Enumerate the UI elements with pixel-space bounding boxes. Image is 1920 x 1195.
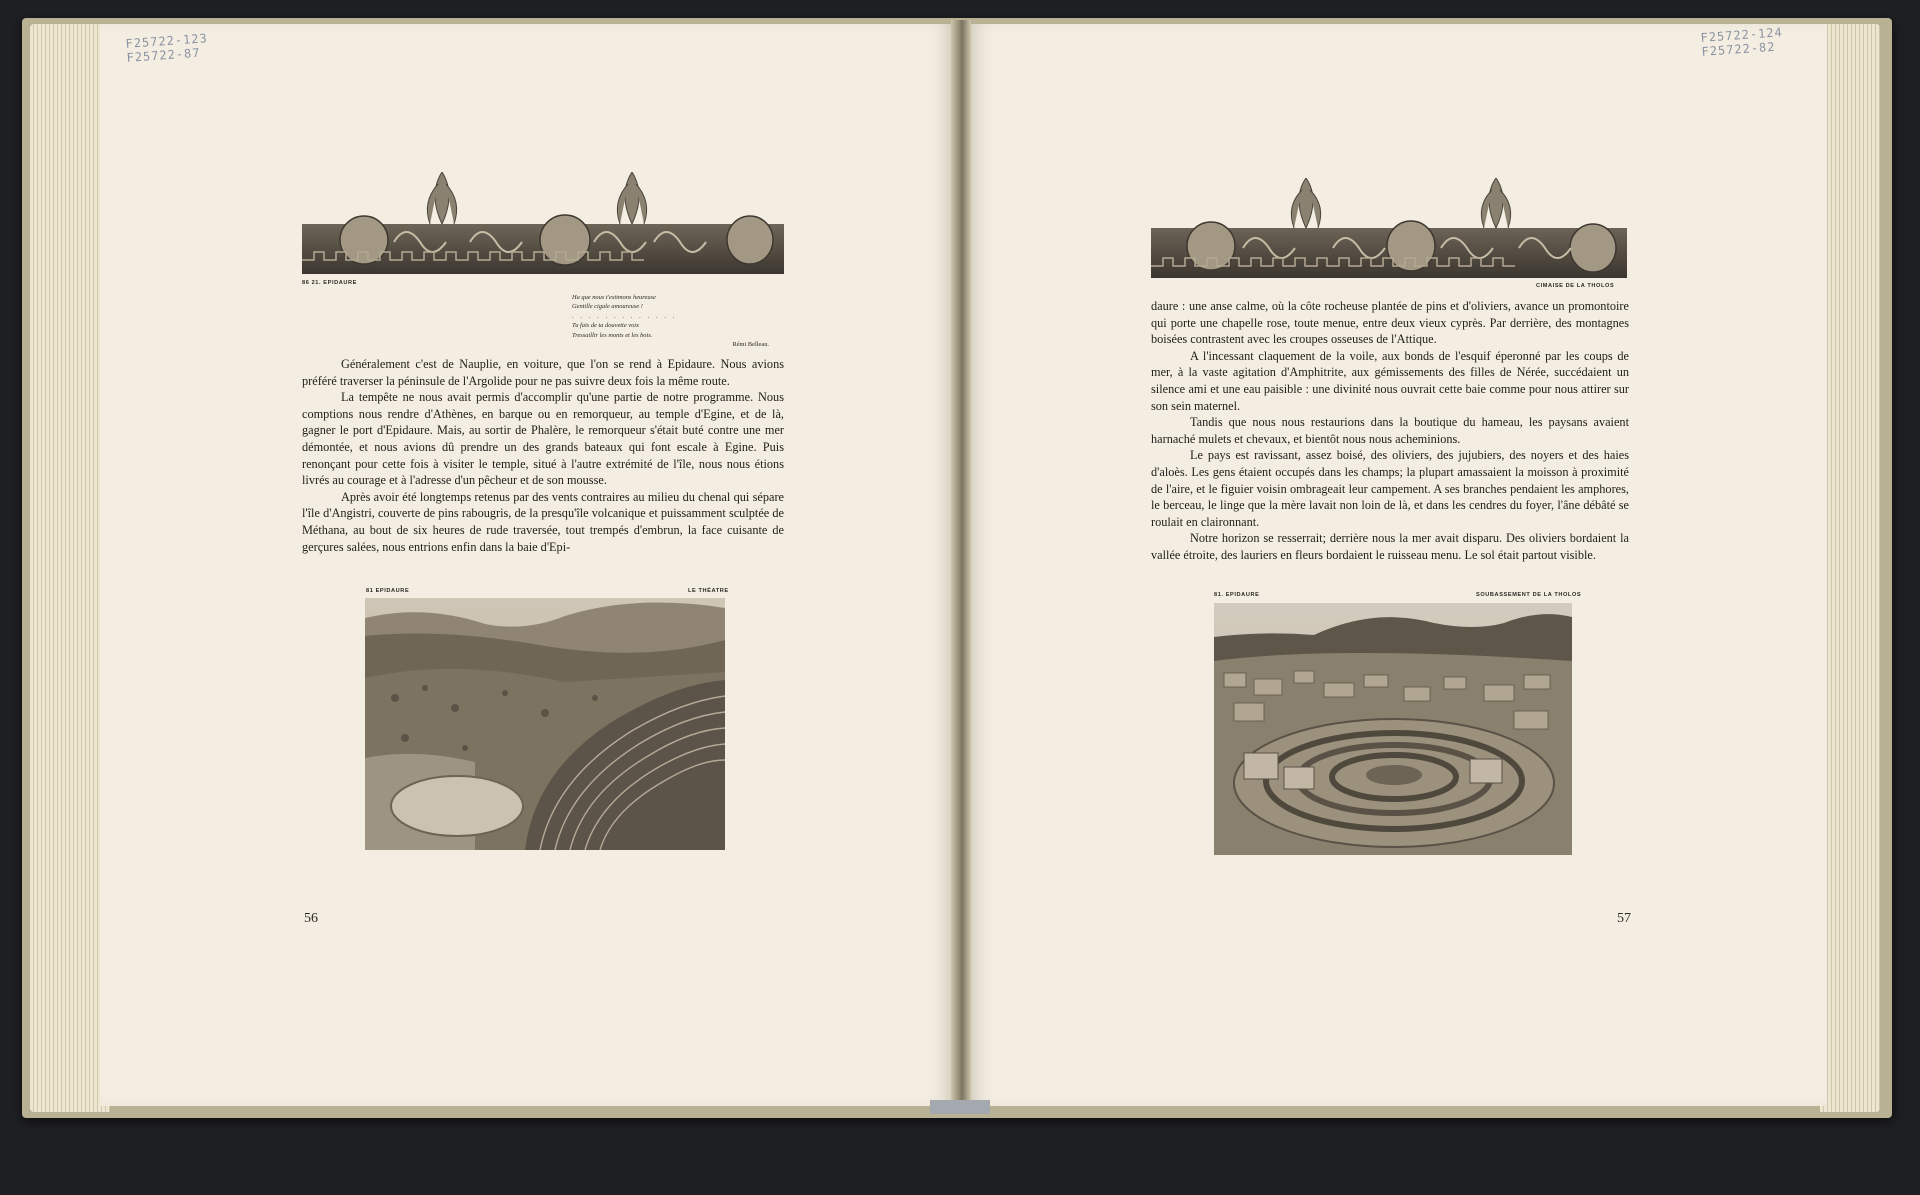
pencil-mark-line: F25722-124 [1700,25,1784,45]
photo-caption-right-title: SOUBASSEMENT DE LA THOLOS [1476,592,1582,598]
photo-caption-left-number: 81 EPIDAURE [366,588,410,594]
theatre-photo [365,598,725,850]
epigraph-line: Tu fais de ta douvette voix [572,322,639,330]
book-gutter [951,20,971,1110]
epigraph-line: Tressaillir les monts et les bois. [572,331,653,339]
paragraph: Généralement c'est de Nauplie, en voiture, que l'on se rend à Epidaure. Nous avions préféré traverser la péninsule de l'Argolide pour ne pas suivre deux fois la même route. [302,357,784,388]
tholos-photo [1214,603,1572,855]
epigraph-line: Gentille cigale amoureuse ! [572,303,643,311]
right-body-text [1151,298,1629,564]
plate-caption-left: 86 21. EPIDAURE [302,280,358,286]
page-number-left: 56 [304,911,318,926]
epigraph-author: Rémi Belleau. [732,341,769,349]
page-edges-left [30,24,110,1112]
paragraph: Notre horizon se resserrait; derrière nous la mer avait disparu. Des oliviers bordaient la vallée étroite, des lauriers en fleurs bordaient le ruisseau menu. Le sol était partout visible. [1151,531,1629,562]
photo-caption-left-title: LE THÉATRE [688,588,729,594]
spine-cloth [930,1100,990,1114]
left-body-text [302,356,784,555]
cimaise-relief-photo [302,172,784,274]
page-number-right: 57 [1617,911,1631,926]
paragraph: La tempête ne nous avait permis d'accomplir qu'une partie de notre programme. Nous comptions nous rendre d'Athènes, en barque ou en remorqueur, au temple d'Egine, et de là, gagner le port d'Epidaure. Mais, au sortir de Phalère, le remorqueur s'était buté contre une mer démontée, et nous avions dû prendre un des grands bateaux qui font escale à Egine. Puis renonçant pour cette fois à visiter le temple, situé à l'autre extrémité de l'île, nous nous étions livrés au courage et à l'adresse d'un pêcheur et de son mousse. [302,390,784,488]
paragraph: Le pays est ravissant, assez boisé, des oliviers, des jujubiers, des noyers et des haies d'aloès. Les gens étaient occupés dans les champs; la plupart amassaient la moisson à proximité de l'aire, et le figuier voisin ombrageait leur campement. A ses branches pendaient les amphores, le berceau, le linge que la mère lavait non loin de là, et dans les cendres du foyer, l'âne débâté se roulait en claironnant. [1151,448,1629,529]
paragraph: daure : une anse calme, où la côte rocheuse plantée de pins et d'oliviers, avance un promontoire qui porte une chapelle rose, toute menue, entre deux vieux cyprès. Par derrière, des montagnes boisées contrastent avec les croupes osseuses de l'Attique. [1151,299,1629,347]
epigraph-line: Ha que nous t'estimons heureuse [572,294,656,301]
paragraph: A l'incessant claquement de la voile, aux bonds de l'esquif éperonné par les coups de mer, à la vaste agitation d'Amphitrite, aux gémissements des filles de Nérée, succédaient un silence ami et une eau paisible : une divinité nous ouvrait cette baie comme pour nous attirer sur son sein maternel. [1151,348,1629,413]
pencil-mark-right [1700,25,1784,59]
pencil-mark-line: F25722-87 [126,45,201,65]
epigraph [572,293,785,349]
page-edges-right [1820,24,1880,1112]
pencil-mark-line: F25722-123 [125,31,209,51]
plate-caption-right: CIMAISE DE LA THOLOS [1536,283,1615,289]
paragraph: Tandis que nous nous restaurions dans la boutique du hameau, les paysans avaient harnaché mulets et chevaux, et bientôt nous nous acheminions. [1151,415,1629,446]
epigraph-ellipsis: . . . . . . . . . . . . . [572,312,677,320]
cimaise-tholos-photo [1151,178,1627,278]
paragraph: Après avoir été longtemps retenus par des vents contraires au milieu du chenal qui sépare l'île d'Angistri, couverte de pins rabougris, de la presqu'île volcanique et puissamment sculptée de Méthana, au bout de six heures de rude traversée, tout trempés d'embrun, la face cuisante de gerçures salées, nous entrions enfin dans la baie d'Epi- [302,489,784,554]
pencil-mark-line: F25722-82 [1701,39,1776,59]
pencil-mark-left [125,31,209,65]
photo-caption-right-number: 81. EPIDAURE [1214,592,1260,598]
